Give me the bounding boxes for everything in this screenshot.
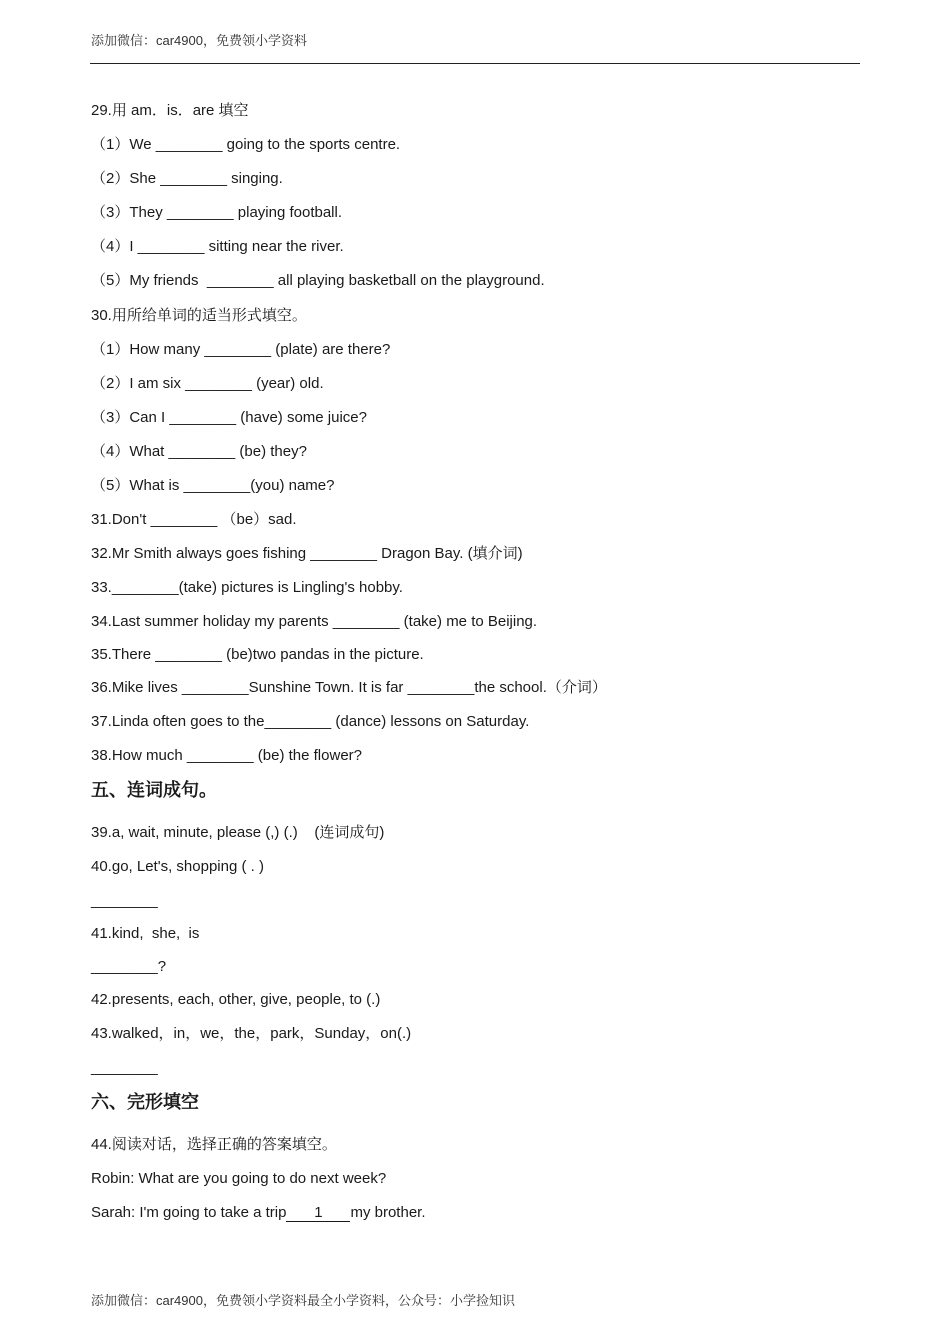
page-header: 添加微信：car4900，免费领小学资料 [91, 33, 307, 48]
question-40: 40.go, Let's, shopping ( . ) [91, 858, 264, 875]
answer-blank-41: ________? [91, 958, 167, 975]
question-29-item-4: （4）I ________ sitting near the river. [91, 238, 344, 255]
question-29-item-3: （3）They ________ playing football. [91, 204, 343, 221]
answer-blank-40: ________ [91, 892, 158, 909]
question-44-instruction: 44.阅读对话，选择正确的答案填空。 [91, 1136, 337, 1153]
question-35: 35.There ________ (be)two pandas in the picture. [91, 646, 424, 663]
question-30-item-4: （4）What ________ (be) they? [91, 443, 307, 460]
dialogue-text-after: my brother. [350, 1204, 426, 1221]
header-divider [90, 63, 860, 64]
question-30-title: 30.用所给单词的适当形式填空。 [91, 307, 307, 324]
question-30-item-2: （2）I am six ________ (year) old. [91, 375, 324, 392]
question-30-item-1: （1）How many ________ (plate) are there? [91, 341, 391, 358]
question-38: 38.How much ________ (be) the flower? [91, 747, 362, 764]
question-30-item-5: （5）What is ________(you) name? [91, 477, 335, 494]
question-33: 33.________(take) pictures is Lingling's hobby. [91, 579, 403, 596]
section-5-heading: 五、连词成句。 [91, 780, 217, 800]
question-29-item-1: （1）We ________ going to the sports centre. [91, 136, 401, 153]
section-6-heading: 六、完形填空 [91, 1092, 199, 1112]
question-42: 42.presents, each, other, give, people, to (.) [91, 991, 381, 1008]
dialogue-line-sarah [91, 1203, 426, 1223]
question-43: 43.walked，in，we，the，park，Sunday，on(.) [91, 1025, 412, 1042]
question-34: 34.Last summer holiday my parents ________ (take) me to Beijing. [91, 613, 538, 630]
page-footer: 添加微信：car4900，免费领小学资料最全小学资料，公众号：小学捡知识 [91, 1293, 515, 1308]
dialogue-line-robin: Robin: What are you going to do next week? [91, 1170, 387, 1187]
question-29-title: 29.用 am．is．are 填空 [91, 102, 249, 119]
question-39: 39.a, wait, minute, please (,) (.) (连词成句) [91, 824, 385, 841]
question-32: 32.Mr Smith always goes fishing ________ Dragon Bay. (填介词) [91, 545, 523, 562]
question-30-item-3: （3）Can I ________ (have) some juice? [91, 409, 367, 426]
question-41: 41.kind, she, is [91, 925, 200, 942]
answer-blank-43: ________ [91, 1059, 158, 1076]
dialogue-text-before: Sarah: I'm going to take a trip [91, 1204, 287, 1221]
question-31: 31.Don't ________ （be）sad. [91, 511, 297, 528]
question-37: 37.Linda often goes to the________ (dance) lessons on Saturday. [91, 713, 530, 730]
question-29-item-2: （2）She ________ singing. [91, 170, 283, 187]
question-36: 36.Mike lives ________Sunshine Town. It is far ________the school.（介词） [91, 679, 607, 696]
question-29-item-5: （5）My friends ________ all playing basketball on the playground. [91, 272, 545, 289]
cloze-blank-1: 1 [286, 1205, 350, 1222]
